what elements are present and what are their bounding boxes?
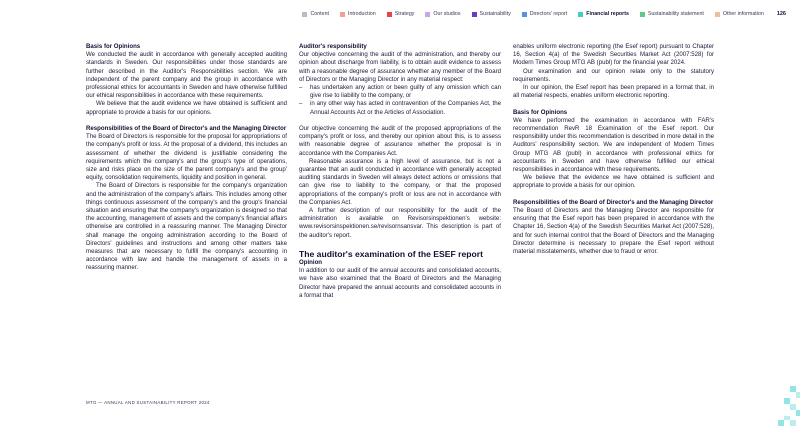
nav-swatch-content (302, 12, 307, 17)
list-item: – has undertaken any action or been guilty of any omission which can give rise to liability to the company, or (299, 84, 501, 100)
nav-swatch-introduction (340, 12, 345, 17)
esef-responsibilities-heading: Responsibilities of the Board of Director's and the Managing Director (513, 198, 714, 206)
nav-swatch-our-studios (425, 12, 430, 17)
responsibilities-heading: Responsibilities of the Board of Director's and the Managing Director (86, 125, 287, 133)
nav-item-strategy[interactable]: Strategy (387, 11, 415, 17)
auditor-paragraph-2: Our objective concerning the audit of the proposed appropriations of the company's profit or loss, and thereby our opinion about this, is to assess with reasonable degree of assurance whether the proposal is in accordance with the Companies Act. (299, 125, 501, 157)
auditor-responsibility-heading: Auditor's responsibility (299, 43, 367, 50)
list-item: – in any other way has acted in contravention of the Companies Act, the Annual Accounts Act or the Articles of Association. (299, 100, 501, 116)
nav-item-financial-reports[interactable]: Financial reports (578, 11, 629, 17)
page-number: 126 (776, 11, 786, 17)
responsibilities-paragraph-1: The Board of Directors is responsible for the proposal for appropriations of the company's profit or loss. At the proposal of a dividend, this includes an assessment of whether the dividend is justifiable considering the requirements which the company's and the group's type of operations, size and risks place on the size of the parent company's and the group' equity, consolidation requirements, liquidity and position in general. (86, 133, 287, 182)
opinion-paragraph-1: In addition to our audit of the annual accounts and consolidated accounts, we have also examined that the Board of Directors and the Managing Director have prepared the annual accounts and consolidated accounts in a format that (299, 267, 501, 299)
nav-item-introduction[interactable]: Introduction (340, 11, 376, 17)
liability-list (299, 84, 501, 117)
column-middle (299, 43, 501, 300)
esef-paragraph-2: Our examination and our opinion relate only to the statutory requirements. (513, 67, 714, 83)
page-footer: MTG — ANNUAL AND SUSTAINABILITY REPORT 2024 (86, 400, 210, 405)
auditor-paragraph-1: Our objective concerning the audit of the administration, and thereby our opinion about discharge from liability, is to obtain audit evidence to assess with a reasonable degree of assurance whether any member of the Board of Directors or the Managing Director in any material respect: (299, 51, 501, 83)
esef-basis-heading: Basis for Opinions (513, 108, 568, 116)
nav-swatch-financial-reports (578, 12, 583, 17)
basis-paragraph-1: We conducted the audit in accordance with generally accepted auditing standards in Sweden. Our responsibilities under those standards are further described in the Auditor's Responsibilities section. We are independent of the parent company and the group in accordance with professional ethics for accountants in Sweden and have otherwise fulfilled our ethical responsibilities in accordance with these requirements. (86, 51, 287, 100)
section-navigation (302, 11, 786, 17)
opinion-heading: Opinion (299, 259, 323, 267)
pixel-pattern-decoration (776, 386, 800, 426)
column-right (513, 43, 714, 256)
nav-item-other-information[interactable]: Other information (715, 11, 764, 17)
esef-basis-paragraph-1: We have performed the examination in accordance with FAR's recommendation RevR 18 Examination of the Esef report. Our responsibility under this recommendation is described in more detail in the Auditors' responsibility section. We are independent of Modern Times Group MTG AB (publ) in accordance with professional ethics for accountants in Sweden and have otherwise fulfilled our ethical responsibilities in accordance with these requirements. (513, 116, 714, 174)
esef-paragraph-1: enables uniform electronic reporting (the Esef report) pursuant to Chapter 16, Section 4(a) of the Swedish Securities Market Act (2007:528) for Modern Times Group MTG AB (publ) for the financial year 2024. (513, 43, 714, 67)
nav-swatch-other-information (715, 12, 720, 17)
nav-item-content[interactable]: Content (302, 11, 329, 17)
nav-swatch-directors-report (522, 12, 527, 17)
auditor-paragraph-4: A further description of our responsibility for the audit of the administration is available on Revisorsinspektionen's website: www.revisorsinspektionen.se/revisornsansvar. This description is part of the auditor's report. (299, 207, 501, 239)
esef-responsibilities-paragraph: The Board of Directors and the Managing Director are responsible for ensuring that the Esef report has been prepared in accordance with the Chapter 16, Section 4(a) of the Swedish Securities Market Act (2007:528), and for such internal control that the Board of Directors and the Managing Director determine is necessary to prepare the Esef report without material misstatements, whether due to fraud or error. (513, 207, 714, 256)
esef-basis-paragraph-2: We believe that the evidence we have obtained is sufficient and appropriate to provide a basis for our opinion. (513, 174, 714, 190)
nav-item-sustainability[interactable]: Sustainability (472, 11, 511, 17)
nav-item-our-studios[interactable]: Our studios (425, 11, 460, 17)
nav-swatch-strategy (387, 12, 392, 17)
nav-swatch-sustainability (472, 12, 477, 17)
auditor-paragraph-3: Reasonable assurance is a high level of assurance, but is not a guarantee that an audit conducted in accordance with generally accepted auditing standards in Sweden will always detect actions or omissions that can give rise to liability to the company, or that the proposed appropriations of the company's profit or loss are not in accordance with the Companies Act. (299, 157, 501, 206)
nav-item-directors-report[interactable]: Directors' report (522, 11, 568, 17)
basis-heading: Basis for Opinions (86, 43, 141, 50)
column-left (86, 43, 287, 273)
basis-paragraph-2: We believe that the audit evidence we have obtained is sufficient and appropriate to provide a basis for our opinions. (86, 100, 287, 116)
nav-swatch-sustainability-statement (640, 12, 645, 17)
responsibilities-paragraph-2: The Board of Directors is responsible for the company's organization and the administration of the company's affairs. This includes among other things continuous assessment of the company's and the group's financial situation and ensuring that the company's organization is designed so that the accounting, management of assets and the company's financial affairs otherwise are controlled in a reassuring manner. The Managing Director shall manage the ongoing administration according to the Board of Directors' guidelines and instructions and among other matters take measures that are necessary to fulfill the company's accounting in accordance with law and handle the management of assets in a reassuring manner. (86, 182, 287, 272)
esef-section-title: The auditor's examination of the ESEF report (299, 249, 483, 260)
esef-paragraph-3: In our opinion, the Esef report has been prepared in a format that, in all material respects, enables uniform electronic reporting. (513, 84, 714, 100)
nav-item-sustainability-statement[interactable]: Sustainability statement (640, 11, 704, 17)
